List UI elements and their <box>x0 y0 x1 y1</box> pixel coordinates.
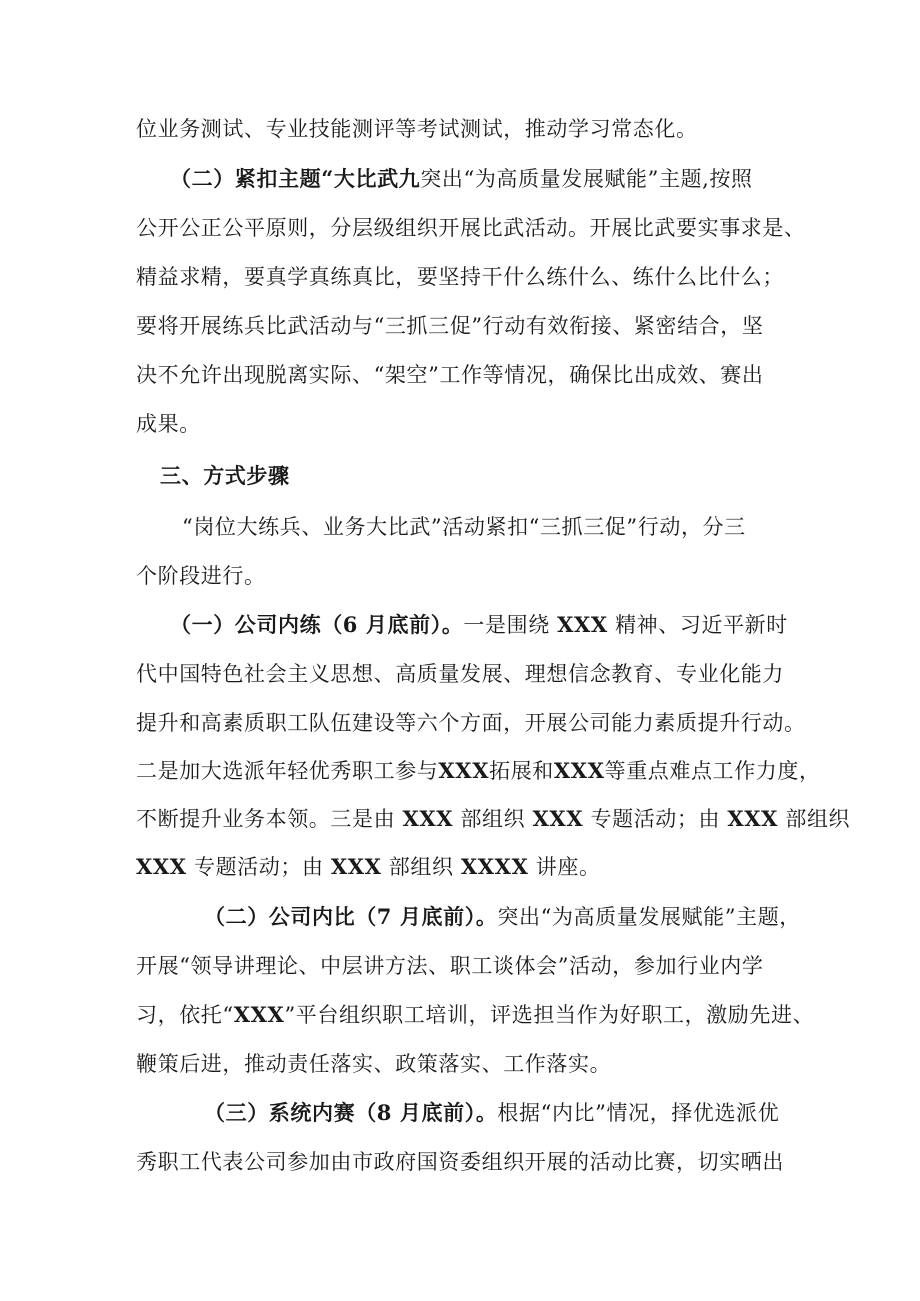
paragraph-line <box>136 409 201 439</box>
chapter-heading: 三、方式步骤 <box>160 463 290 488</box>
paragraph-line <box>136 213 806 243</box>
paragraph-line <box>136 1049 611 1079</box>
line-text: 突出“为高质量发展赋能”主题， <box>497 905 801 929</box>
section-heading: （二）紧扣主题“大比武九 <box>170 166 421 191</box>
placeholder-code: XXX <box>727 806 779 831</box>
paragraph-line <box>136 561 266 591</box>
paragraph-line <box>136 852 601 882</box>
line-text: 不断提升业务本领。三是由 <box>136 807 403 831</box>
chapter-heading-line <box>160 461 290 491</box>
placeholder-code: XXX <box>136 854 187 879</box>
placeholder-code: XXX <box>553 758 605 783</box>
line-text: 要将开展练兵比武活动与“三抓三促”行动有效衔接、紧密结合，坚 <box>136 314 764 338</box>
line-text: 专题活动；由 <box>186 855 331 879</box>
line-text: 二是加大选派年轻优秀职工参与 <box>136 759 439 783</box>
paragraph-line <box>182 512 746 542</box>
line-text: 位业务测试、专业技能测评等考试测试，推动学习常态化。 <box>136 117 698 141</box>
line-text: 部组织 <box>453 807 533 831</box>
paragraph-line <box>136 1000 814 1030</box>
paragraph-line <box>136 114 698 144</box>
subsection-heading: （三）系统内赛（8 月底前）。 <box>204 1100 498 1125</box>
placeholder-code: XXX <box>557 612 608 637</box>
line-text: 习，依托“ <box>136 1003 234 1027</box>
line-text: 讲座。 <box>528 855 601 879</box>
placeholder-code: XXX <box>233 1002 285 1027</box>
section-heading-line <box>170 164 753 194</box>
paragraph-line <box>136 311 763 341</box>
line-text: 成果。 <box>136 412 201 436</box>
line-text: 突出“为高质量发展赋能”主题,按照 <box>420 167 753 191</box>
line-text: 拓展和 <box>489 759 554 783</box>
paragraph-line <box>136 1147 784 1177</box>
line-text: 等重点难点工作力度， <box>604 759 821 783</box>
paragraph-line <box>136 756 821 786</box>
line-text: 根据“内比”情况，择优选派优 <box>497 1101 780 1125</box>
line-text: 代中国特色社会主义思想、高质量发展、理想信念教育、专业化能力 <box>136 662 784 686</box>
line-text: 部组织 <box>381 855 461 879</box>
line-text: 一是围绕 <box>463 613 558 637</box>
subsection-heading: （二）公司内比（7 月底前）。 <box>204 904 498 929</box>
paragraph-line <box>136 804 850 834</box>
line-text: 开展“领导讲理论、中层讲方法、职工谈体会”活动，参加行业内学 <box>136 954 764 978</box>
placeholder-code: XXX <box>330 854 382 879</box>
line-text: 提升和高素质职工队伍建设等六个方面，开展公司能力素质提升行动。 <box>136 711 806 735</box>
line-text: 精益求精，要真学真练真比，要坚持干什么练什么、练什么比什么； <box>136 265 784 289</box>
line-text: 部组织 <box>778 807 851 831</box>
line-text: ”平台组织职工培训，评选担当作为好职工，激励先进、 <box>284 1003 815 1027</box>
paragraph-line <box>136 659 784 689</box>
placeholder-code: XXXX <box>460 854 529 879</box>
line-text: 个阶段进行。 <box>136 564 266 588</box>
subsection-line <box>204 1098 779 1128</box>
subsection-line <box>170 610 788 640</box>
line-text: “岗位大练兵、业务大比武”活动紧扣“三抓三促”行动，分三 <box>182 515 746 539</box>
line-text: 秀职工代表公司参加由市政府国资委组织开展的活动比赛，切实晒出 <box>136 1150 784 1174</box>
subsection-line <box>204 902 801 932</box>
paragraph-line <box>136 951 763 981</box>
line-text: 专题活动；由 <box>583 807 728 831</box>
line-text: 精神、习近平新时 <box>607 613 788 637</box>
subsection-heading: （一）公司内练（6 月底前）。 <box>170 612 464 637</box>
placeholder-code: XXX <box>532 806 584 831</box>
paragraph-line <box>136 360 763 390</box>
line-text: 公开公正公平原则，分层级组织开展比武活动。开展比武要实事求是、 <box>136 216 806 240</box>
paragraph-line <box>136 262 784 292</box>
placeholder-code: XXX <box>438 758 490 783</box>
line-text: 决不允许出现脱离实际、“架空”工作等情况，确保比出成效、赛出 <box>136 363 764 387</box>
line-text: 鞭策后进，推动责任落实、政策落实、工作落实。 <box>136 1052 612 1076</box>
placeholder-code: XXX <box>402 806 454 831</box>
paragraph-line <box>136 708 806 738</box>
